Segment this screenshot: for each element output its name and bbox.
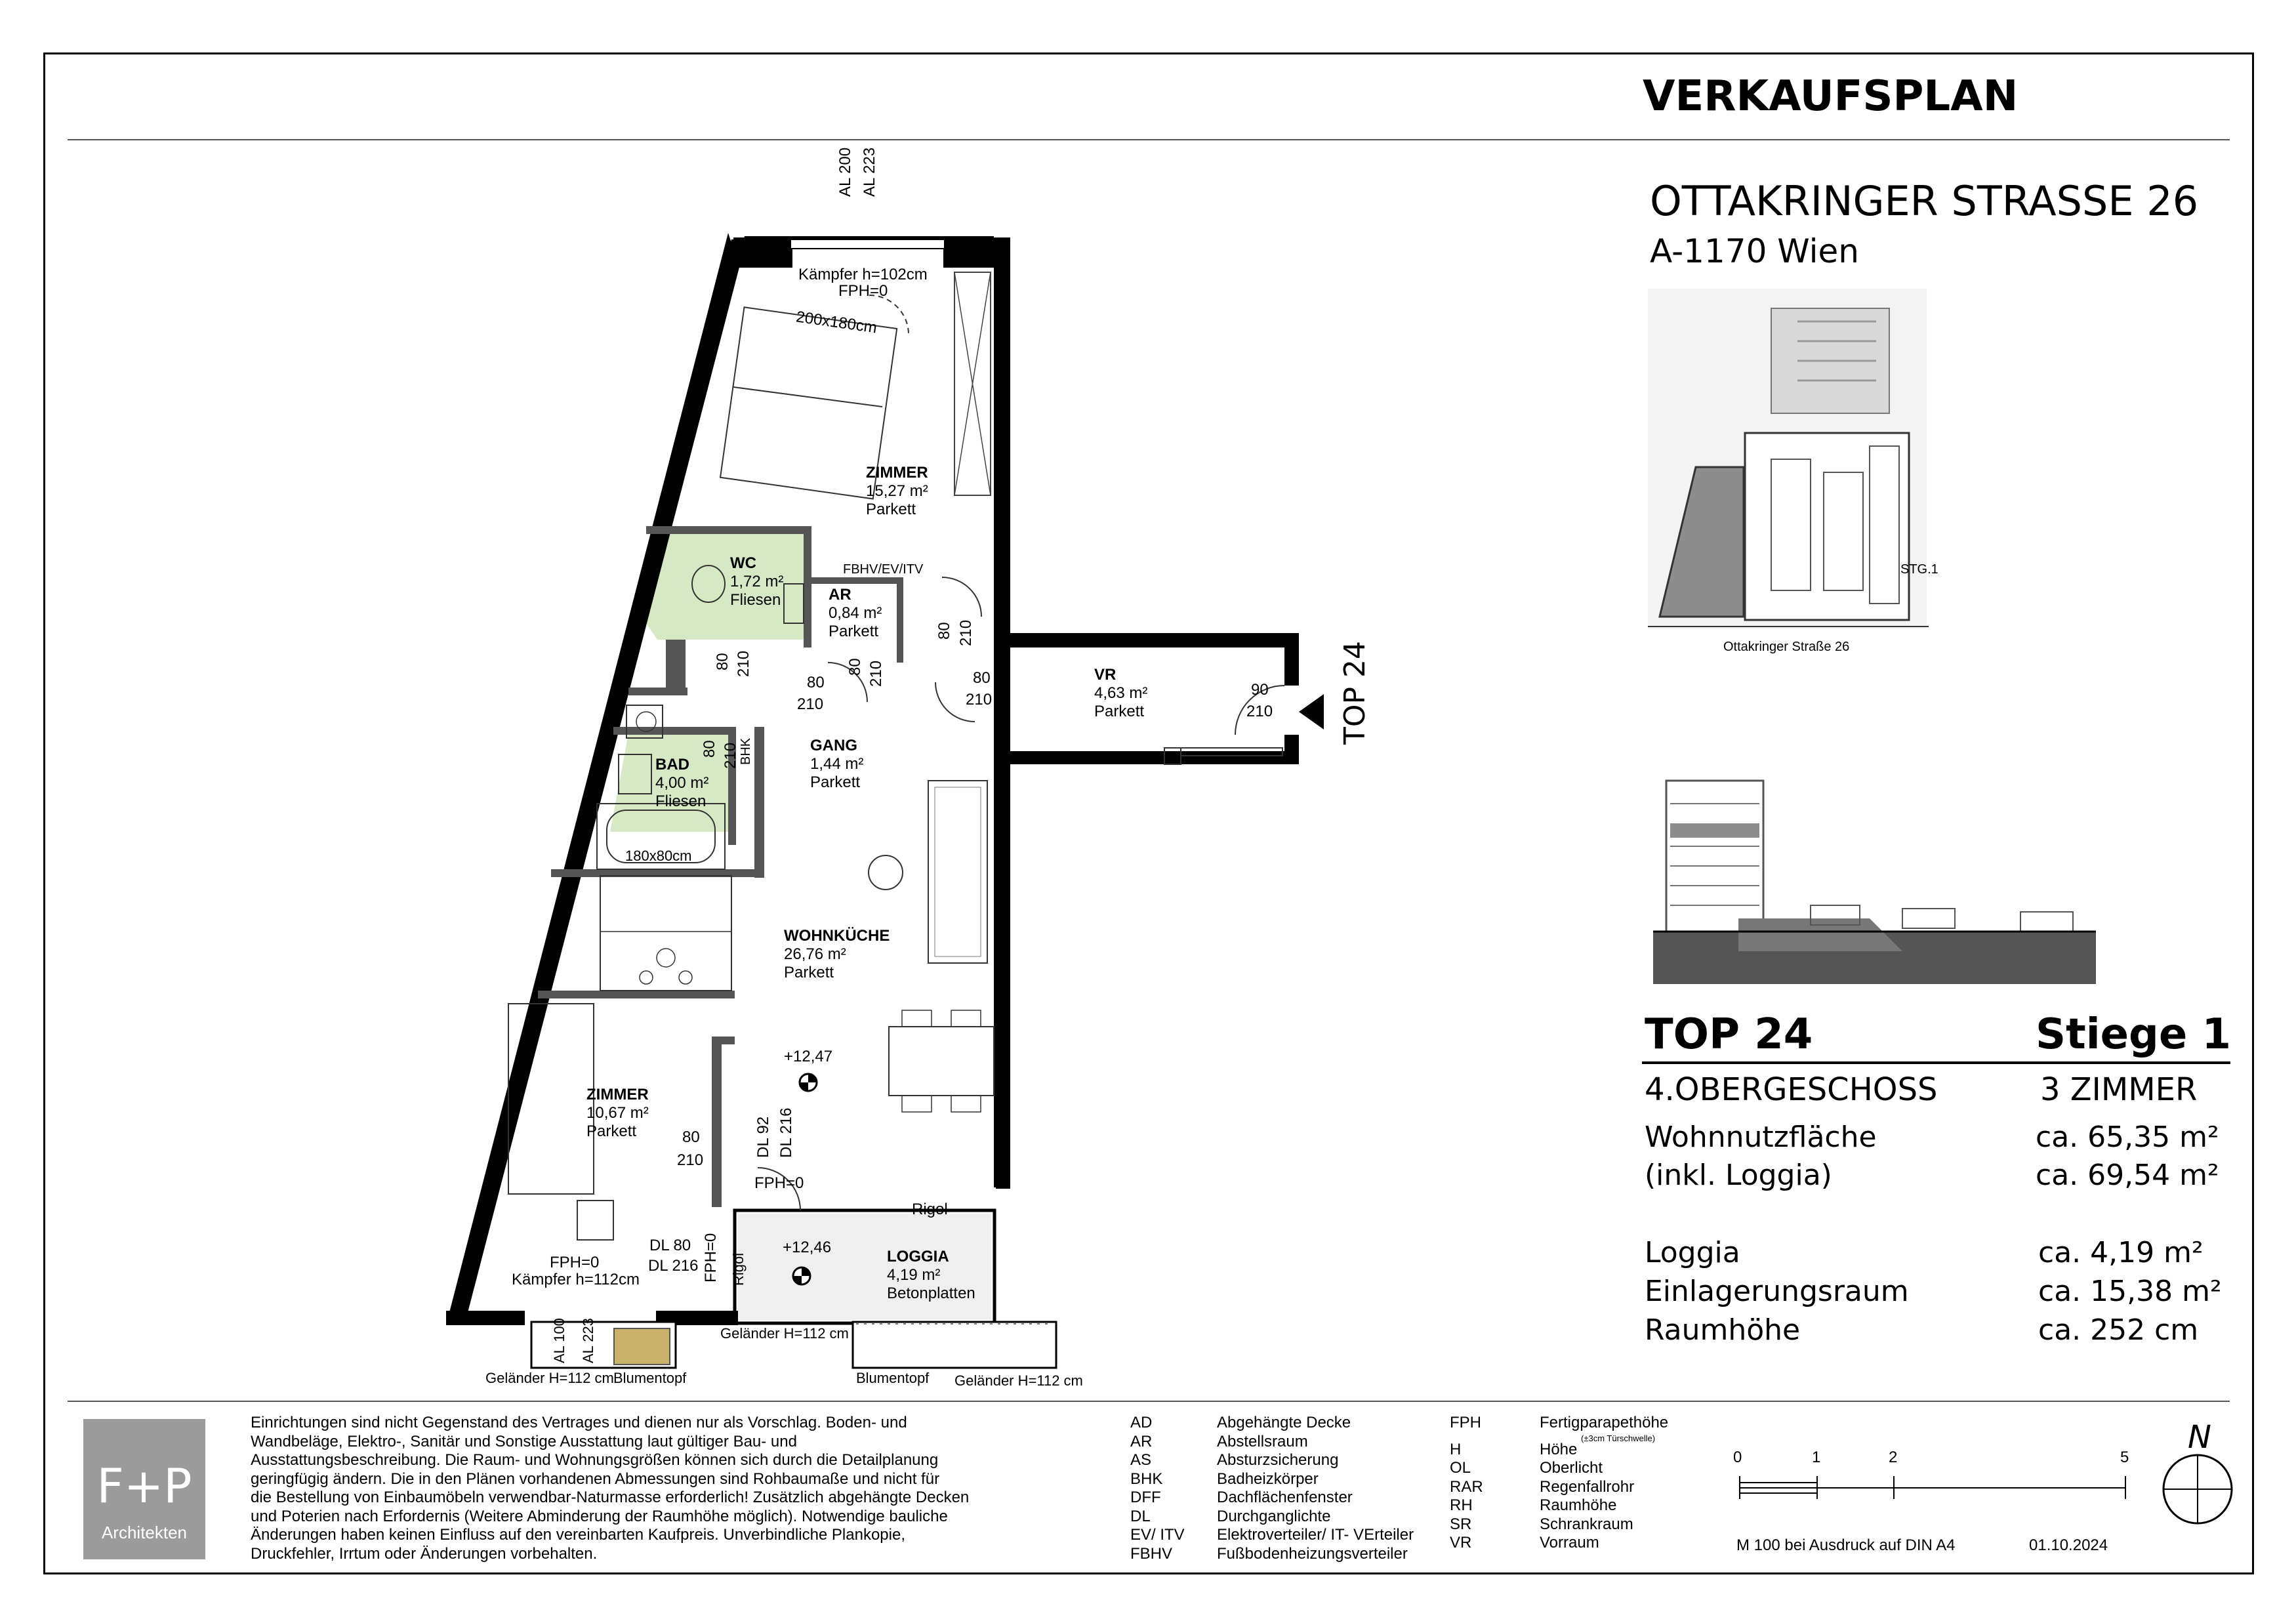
address-street: OTTAKRINGER STRASSE 26 — [1650, 177, 2199, 225]
label-gelaender-left: Geländer H=112 cm — [485, 1370, 614, 1386]
plan-date: 01.10.2024 — [2029, 1536, 2108, 1554]
label-al200: AL 200 — [836, 147, 854, 197]
door-size-entry-w: 90 — [1251, 681, 1269, 699]
door-size-bad-w: 80 — [701, 740, 718, 758]
unit-row-value-4: ca. 252 cm — [2038, 1313, 2199, 1347]
room-vr: VR 4,63 m² Parkett — [1094, 666, 1148, 720]
legend-right-text: Fertigparapethöhe Höhe Oberlicht Regenfallrohr Raumhöhe Schrankraum Vorraum — [1540, 1414, 1669, 1551]
logo-main: F+P — [96, 1458, 192, 1513]
label-al223-top: AL 223 — [861, 147, 878, 197]
logo-sub: Architekten — [101, 1523, 188, 1542]
label-fbhv: FBHV/EV/ITV — [843, 562, 924, 577]
door-size-entry-h: 210 — [1246, 703, 1273, 720]
architect-logo — [83, 1419, 205, 1559]
room-ar: AR 0,84 m² Parkett — [829, 586, 882, 640]
door-size-vr-h: 210 — [966, 691, 993, 709]
unit-row-value-2: ca. 4,19 m² — [2038, 1236, 2204, 1269]
door-size-wc-w: 80 — [714, 653, 731, 670]
fph-note: (±3cm Türschwelle) — [1581, 1433, 1656, 1443]
room-gang: GANG 1,44 m² Parkett — [810, 737, 864, 791]
label-dl216-loggia: DL 216 — [777, 1107, 795, 1158]
label-al223-bottom: AL 223 — [580, 1318, 596, 1363]
unit-stiege: Stiege 1 — [2036, 1010, 2232, 1059]
door-size-ar2-w: 80 — [846, 658, 864, 676]
door-size-ar-w: 80 — [935, 622, 953, 640]
room-loggia: LOGGIA 4,19 m² Betonplatten — [887, 1248, 975, 1302]
room-wc: WC 1,72 m² Fliesen — [730, 554, 784, 609]
label-level-loggia: +12,46 — [783, 1239, 832, 1256]
door-size-zimmer-w: 80 — [682, 1128, 700, 1146]
site-street-label: Ottakringer Straße 26 — [1723, 640, 1850, 654]
door-size-zimmer-h: 210 — [677, 1151, 704, 1169]
label-bed-large: 200x180cm — [794, 308, 878, 337]
legend-left-abbr: AD AR AS BHK DFF DL EV/ ITV FBHV — [1130, 1414, 1185, 1563]
scale-tick-1: 1 — [1812, 1448, 1821, 1466]
label-dl80: DL 80 — [649, 1237, 691, 1254]
unit-room-count: 3 ZIMMER — [2040, 1071, 2198, 1108]
room-zimmer-small: ZIMMER 10,67 m² Parkett — [586, 1086, 649, 1140]
north-label: N — [2188, 1419, 2211, 1456]
legend-right-abbr: FPH H OL RAR RH SR VR — [1450, 1414, 1483, 1551]
label-level-wohn: +12,47 — [784, 1048, 833, 1065]
label-bhk: BHK — [739, 737, 753, 765]
door-size-bad-h: 210 — [722, 742, 739, 769]
door-size-vr-w: 80 — [973, 669, 991, 687]
unit-row-label-2: Loggia — [1645, 1236, 1740, 1269]
label-kaempfer-bottom: Kämpfer h=112cm — [512, 1271, 640, 1288]
door-size-gang-h: 210 — [797, 695, 824, 713]
label-blumentopf-right: Blumentopf — [856, 1370, 930, 1386]
unit-row-label-0: Wohnnutzfläche — [1645, 1120, 1877, 1154]
door-size-ar2-h: 210 — [867, 660, 885, 687]
door-size-ar-h: 210 — [957, 619, 975, 646]
unit-row-value-1: ca. 69,54 m² — [2036, 1159, 2219, 1192]
scale-note: M 100 bei Ausdruck auf DIN A4 — [1736, 1536, 1956, 1554]
address-city: A-1170 Wien — [1650, 232, 1859, 270]
door-size-gang-w: 80 — [807, 674, 825, 691]
label-gelaender-mid: Geländer H=112 cm — [720, 1325, 849, 1342]
label-dl216-door: DL 216 — [648, 1257, 699, 1275]
label-rigol-side: Rigol — [730, 1252, 747, 1286]
scale-tick-5: 5 — [2120, 1448, 2129, 1466]
unit-row-value-0: ca. 65,35 m² — [2036, 1120, 2219, 1154]
label-blumentopf-left: Blumentopf — [613, 1370, 687, 1386]
scale-tick-2: 2 — [1889, 1448, 1898, 1466]
label-gelaender-right: Geländer H=112 cm — [954, 1372, 1083, 1389]
room-zimmer-large: ZIMMER 15,27 m² Parkett — [866, 464, 928, 518]
unit-row-value-3: ca. 15,38 m² — [2038, 1275, 2222, 1308]
label-fph0-zimmer: FPH=0 — [550, 1254, 600, 1271]
room-bad: BAD 4,00 m² Fliesen — [655, 756, 709, 810]
section-highlight — [1670, 823, 1759, 838]
legend-left-text: Abgehängte Decke Abstellsraum Absturzsicherung Badheizkörper Dachflächenfenster Durchganglichte Elektroverteiler/ IT- VErteiler Fußbodenheizungsverteiler — [1217, 1414, 1414, 1563]
label-kaempfer-top: Kämpfer h=102cm — [798, 266, 928, 283]
label-rigol-top: Rigol — [912, 1201, 948, 1218]
page-title: VERKAUFSPLAN — [1643, 72, 2019, 121]
label-al100: AL 100 — [551, 1318, 567, 1363]
label-dl92: DL 92 — [754, 1116, 772, 1158]
disclaimer: Einrichtungen sind nicht Gegenstand des Vertrages und dienen nur als Vorschlag. Boden- und Wandbeläge, Elektro-, Sanitär und Sonstige Ausstattung laut gültiger Bau- und Ausstattungsbeschreibung. Die Raum- und Wohnungsgrößen können sich durch die Detailplanung geringfügig ändern. Die in den Plänen vorhandenen Abmessungen sind Rohbaumaße und nicht für die Bestellung von Einbaumöbeln verwendbar-Naturmasse erforderlich! Zusätzlich abgehängte Decken und Poterien nach Erfordernis (Weitere Abminderung der Raumhöhe möglich). Notwendige bauliche Änderungen haben keinen Einfluss auf den vereinbarten Kaufpreis. Unverbindliche Plankopie, Druckfehler, Irrtum oder Änderungen vorbehalten. — [251, 1414, 970, 1563]
entrance-arrow — [1299, 694, 1324, 729]
unit-row-label-3: Einlagerungsraum — [1645, 1275, 1909, 1308]
unit-floor: 4.OBERGESCHOSS — [1645, 1071, 1938, 1108]
label-fph0-loggia: FPH=0 — [754, 1174, 804, 1192]
unit-row-label-1: (inkl. Loggia) — [1645, 1159, 1832, 1192]
room-wohnkueche: WOHNKÜCHE 26,76 m² Parkett — [784, 927, 890, 981]
unit-row-label-4: Raumhöhe — [1645, 1313, 1801, 1347]
label-fph0-top: FPH=0 — [838, 282, 888, 300]
label-top24-vertical: TOP 24 — [1338, 640, 1372, 745]
unit-top: TOP 24 — [1645, 1010, 1813, 1059]
scale-tick-0: 0 — [1733, 1448, 1742, 1466]
label-fph0-door: FPH=0 — [702, 1233, 720, 1283]
door-size-wc-h: 210 — [735, 650, 752, 677]
site-stair-label: STG.1 — [1900, 562, 1938, 577]
label-bathtub: 180x80cm — [625, 848, 692, 864]
